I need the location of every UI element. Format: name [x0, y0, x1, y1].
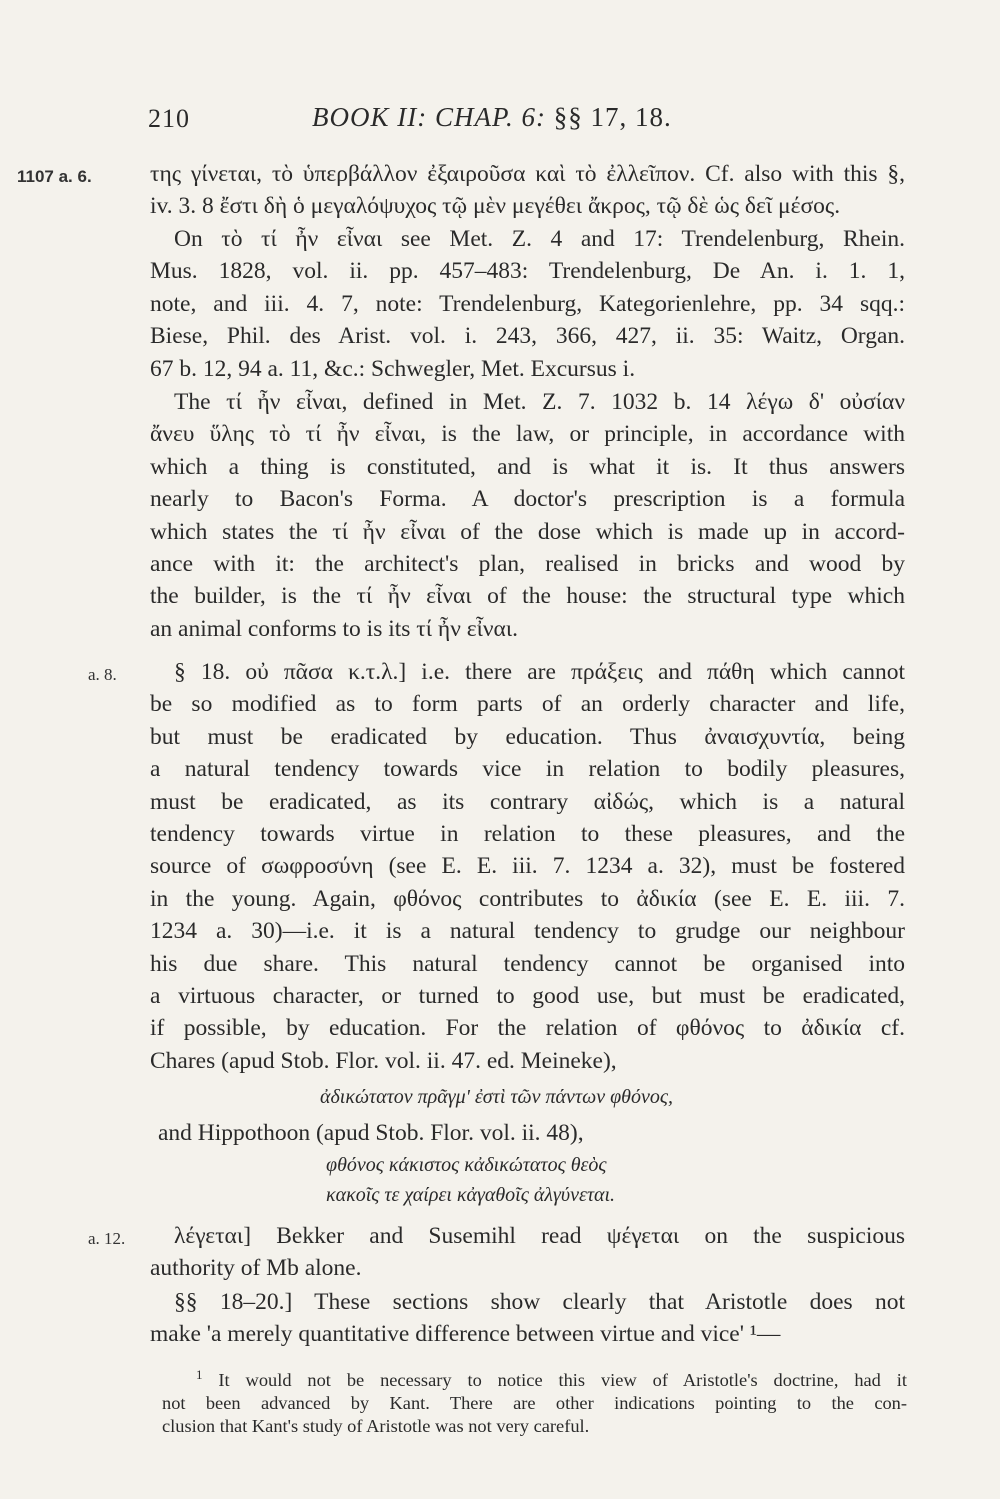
footnote-line: not been advanced by Kant. There are other indications pointing to the con- [162, 1393, 907, 1414]
greek-verse-line-2: κακοῖς τε χαίρει κἀγαθοῖς ἀλγύνεται. [326, 1184, 616, 1206]
text-line: tendency towards virtue in relation to these pleasures, and the [150, 821, 905, 848]
commentary-paragraph-1 [17, 158, 905, 223]
text-line: On τὸ τί ἦν εἶναι see Met. Z. 4 and 17: Trendelenburg, Rhein. [174, 226, 905, 252]
footnote [162, 1363, 907, 1438]
greek-verse-quotation: ἀδικώτατον πρᾶγμ' ἐστὶ τῶν πάντων φθόνος, [320, 1086, 673, 1108]
footnote-line [162, 1363, 907, 1392]
text-line: Chares (apud Stob. Flor. vol. ii. 47. ed. Meineke), [150, 1047, 617, 1074]
text-line: ἄνευ ὕλης τὸ τί ἦν εἶναι, is the law, or principle, in accordance with [150, 421, 905, 448]
text-line: which a thing is constituted, and is what it is. It thus answers [150, 453, 905, 480]
text-line: a virtuous character, or turned to good use, but must be eradicated, [150, 983, 905, 1010]
commentary-paragraph-7 [150, 1286, 905, 1351]
running-head [312, 102, 672, 133]
text-line: but must be eradicated by education. Thus ἀναισχυντία, being [150, 723, 905, 750]
text-line: an animal conforms to is its τί ἦν εἶναι. [150, 615, 519, 642]
commentary-paragraph-6 [88, 1220, 905, 1285]
text-line: make 'a merely quantitative difference between virtue and vice' ¹— [150, 1321, 781, 1348]
text-line: which states the τί ἦν εἶναι of the dose which is made up in accord- [150, 518, 905, 545]
text-line: § 18. οὐ πᾶσα κ.τ.λ.] i.e. there are πράξεις and πάθη which cannot [174, 659, 905, 685]
commentary-paragraph-3 [150, 386, 905, 645]
page-number: 210 [148, 104, 190, 133]
text-line: Mus. 1828, vol. ii. pp. 457–483: Trendelenburg, De An. i. 1. 1, [150, 258, 905, 285]
running-head-sections: §§ 17, 18. [553, 102, 672, 132]
text-line: 67 b. 12, 94 a. 11, &c.: Schwegler, Met. Excursus i. [150, 355, 636, 382]
text-line: λέγεται] Bekker and Susemihl read ψέγεται on the suspicious [174, 1223, 905, 1249]
text-line: nearly to Bacon's Forma. A doctor's prescription is a formula [150, 486, 905, 513]
commentary-paragraph-5 [158, 1117, 903, 1149]
margin-reference: 1107 a. 6. [17, 167, 92, 186]
text-line: The τί ἦν εἶναι, defined in Met. Z. 7. 1032 b. 14 λέγω δ' οὐσίαν [174, 389, 905, 415]
text-line: source of σωφροσύνη (see E. E. iii. 7. 1234 a. 32), must be fostered [150, 853, 905, 880]
text-line: note, and iii. 4. 7, note: Trendelenburg, Kategorienlehre, pp. 34 sqq.: [150, 290, 905, 317]
text-line: §§ 18–20.] These sections show clearly that Aristotle does not [174, 1289, 905, 1315]
greek-verse-line-1: φθόνος κάκιστος κἀδικώτατος θεὸς [326, 1154, 607, 1176]
text-line: της γίνεται, τὸ ὑπερβάλλον ἐξαιροῦσα καὶ τὸ ἐλλεῖπον. Cf. also with this §, [150, 161, 905, 187]
margin-reference: a. 8. [88, 665, 117, 684]
text-line: Biese, Phil. des Arist. vol. i. 243, 366, 427, ii. 35: Waitz, Organ. [150, 323, 905, 350]
text-line: authority of Mb alone. [150, 1255, 362, 1282]
page-header [140, 92, 900, 132]
text-line: his due share. This natural tendency cannot be organised into [150, 950, 905, 977]
text-line: if possible, by education. For the relation of φθόνος to ἀδικία cf. [150, 1015, 905, 1042]
text-line: the builder, is the τί ἦν εἶναι of the house: the structural type which [150, 583, 905, 610]
text-line: a natural tendency towards vice in relation to bodily pleasures, [150, 756, 905, 783]
commentary-paragraph-4 [88, 656, 905, 1077]
footnote-text: It would not be necessary to notice this view of Aristotle's doctrine, had it [218, 1370, 907, 1391]
margin-reference: a. 12. [88, 1229, 126, 1248]
text-line: must be eradicated, as its contrary αἰδώς, which is a natural [150, 788, 905, 815]
running-head-title: BOOK II: CHAP. 6: [312, 102, 546, 132]
footnote-line: clusion that Kant's study of Aristotle was not very careful. [162, 1416, 590, 1437]
text-line: and Hippothoon (apud Stob. Flor. vol. ii. 48), [158, 1120, 584, 1146]
commentary-paragraph-2 [150, 223, 905, 385]
text-line: be so modified as to form parts of an orderly character and life, [150, 691, 905, 718]
text-line: iv. 3. 8 ἔστι δὴ ὁ μεγαλόψυχος τῷ μὲν μεγέθει ἄκρος, τῷ δὲ ὡς δεῖ μέσος. [150, 193, 841, 220]
text-line: ance with it: the architect's plan, realised in bricks and wood by [150, 551, 905, 578]
text-line: 1234 a. 30)—i.e. it is a natural tendency to grudge our neighbour [150, 918, 905, 945]
text-line: in the young. Again, φθόνος contributes to ἀδικία (see E. E. iii. 7. [150, 885, 905, 912]
footnote-marker: 1 [196, 1367, 203, 1382]
